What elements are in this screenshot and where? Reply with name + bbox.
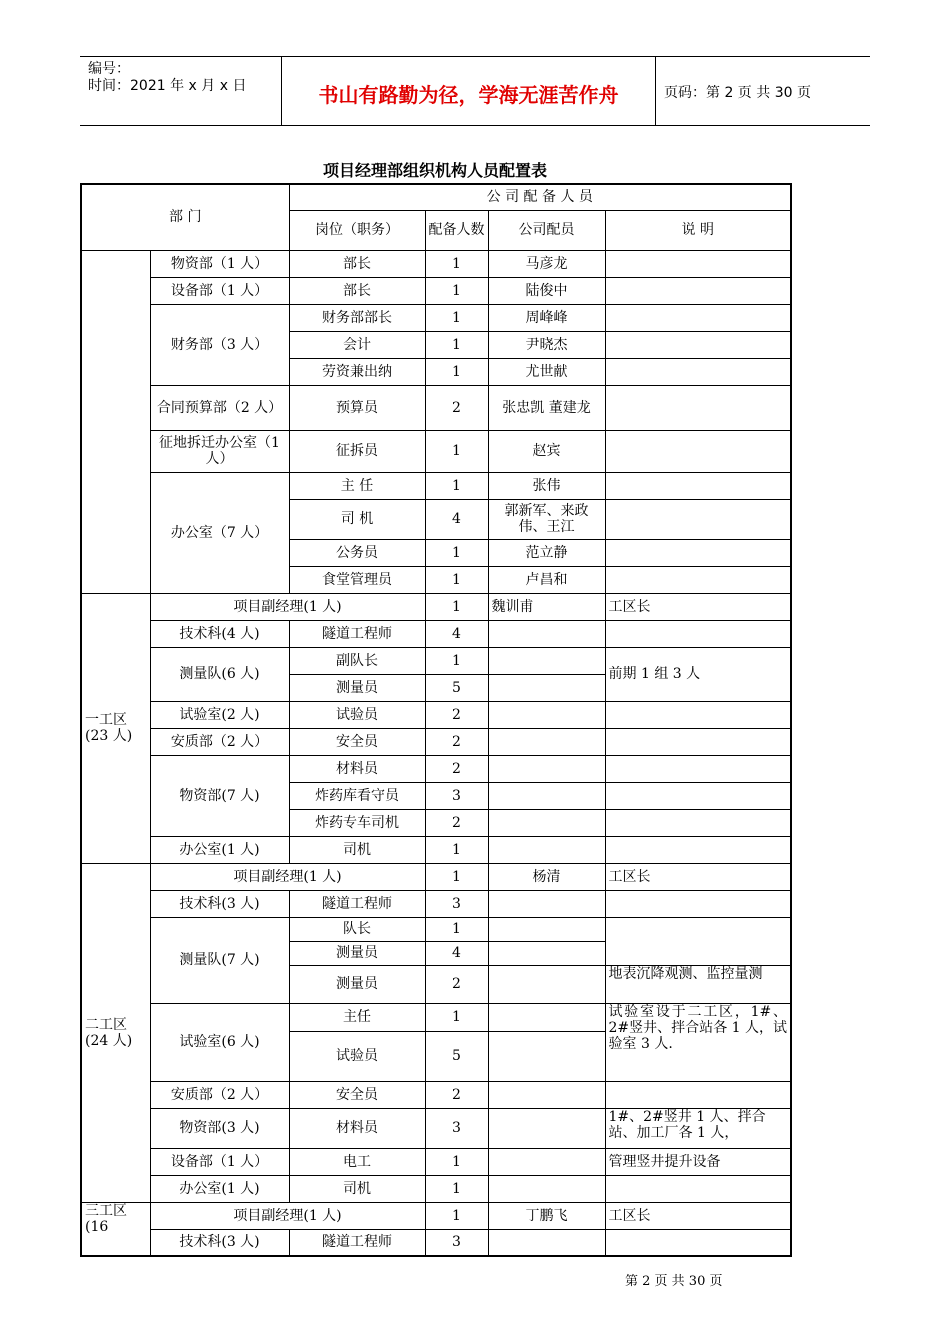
- cell: 尤世献: [488, 358, 605, 385]
- cell: 1: [425, 566, 488, 593]
- cell: 试验室(6 人): [150, 1003, 289, 1081]
- cell: [488, 890, 605, 917]
- table-row: [81, 385, 791, 430]
- cell: 会计: [289, 331, 425, 358]
- cell: 测量员: [289, 674, 425, 701]
- cell: [605, 430, 791, 472]
- table-row: [81, 1003, 791, 1031]
- page-footer: 第 2 页 共 30 页: [625, 1274, 723, 1289]
- table-row: [81, 1108, 791, 1148]
- cell: 4: [425, 499, 488, 539]
- cell: [488, 782, 605, 809]
- cell: 主任: [289, 1003, 425, 1031]
- cell: [605, 1229, 791, 1256]
- cell: 4: [425, 941, 488, 965]
- cell: 1: [425, 917, 488, 941]
- cell: 3: [425, 890, 488, 917]
- cell: 2: [425, 965, 488, 1003]
- cell: [605, 250, 791, 277]
- cell: 技术科(3 人): [150, 890, 289, 917]
- cell: 郭新军、来政伟、王江: [488, 499, 605, 539]
- table-row: [81, 728, 791, 755]
- cell: 技术科(4 人): [150, 620, 289, 647]
- hq-dept-cell: [81, 250, 150, 593]
- table-row: [81, 863, 791, 890]
- cell: 1: [425, 304, 488, 331]
- cell: [488, 620, 605, 647]
- cell: [488, 809, 605, 836]
- page-title: 项目经理部组织机构人员配置表: [322, 161, 547, 180]
- cell: 部长: [289, 250, 425, 277]
- cell: 队长: [289, 917, 425, 941]
- cell: 财务部部长: [289, 304, 425, 331]
- cell: [605, 472, 791, 499]
- cell: 测量员: [289, 965, 425, 1003]
- table-row: [81, 1202, 791, 1229]
- cell: 公务员: [289, 539, 425, 566]
- cell: [488, 965, 605, 1003]
- table-row: [81, 755, 791, 782]
- zone3-name: 三工区 (16: [81, 1202, 150, 1256]
- table-row: [81, 472, 791, 499]
- cell: 隧道工程师: [289, 890, 425, 917]
- cell: [488, 701, 605, 728]
- cell: 2: [425, 809, 488, 836]
- cell: 2: [425, 701, 488, 728]
- cell: [488, 941, 605, 965]
- header-meta: [88, 61, 246, 95]
- cell: [605, 566, 791, 593]
- cell: 3: [425, 1108, 488, 1148]
- cell: 项目副经理(1 人): [150, 863, 425, 890]
- page-header: [80, 56, 870, 126]
- table-row: [81, 701, 791, 728]
- cell: 1: [425, 647, 488, 674]
- header-company-staff: 公 司 配 备 人 员: [289, 184, 791, 210]
- cell: [605, 1175, 791, 1202]
- table-row: [81, 890, 791, 917]
- cell: 1: [425, 1003, 488, 1031]
- cell: 2: [425, 385, 488, 430]
- cell: 赵宾: [488, 430, 605, 472]
- cell: 司 机: [289, 499, 425, 539]
- cell: 3: [425, 1229, 488, 1256]
- cell: 范立静: [488, 539, 605, 566]
- header-post: 岗位（职务）: [289, 210, 425, 250]
- cell: 设备部（1 人）: [150, 1148, 289, 1175]
- table-row: [81, 250, 791, 277]
- cell: [605, 304, 791, 331]
- cell: 试验室(2 人): [150, 701, 289, 728]
- cell: [605, 331, 791, 358]
- cell: [488, 1003, 605, 1031]
- table-row: [81, 836, 791, 863]
- cell: 安全员: [289, 1081, 425, 1108]
- cell: 隧道工程师: [289, 620, 425, 647]
- cell: 2: [425, 1081, 488, 1108]
- cell: 炸药库看守员: [289, 782, 425, 809]
- cell: 张忠凯 董建龙: [488, 385, 605, 430]
- cell: 征拆员: [289, 430, 425, 472]
- cell: 测量队(7 人): [150, 917, 289, 1003]
- cell: 物资部（1 人）: [150, 250, 289, 277]
- cell: 1: [425, 1148, 488, 1175]
- cell: [605, 782, 791, 809]
- cell: [605, 277, 791, 304]
- cell: 杨清: [488, 863, 605, 890]
- cell: 张伟: [488, 472, 605, 499]
- table-header-row: [81, 184, 791, 210]
- cell: 测量队(6 人): [150, 647, 289, 701]
- cell: [605, 539, 791, 566]
- cell: 马彦龙: [488, 250, 605, 277]
- cell: [605, 701, 791, 728]
- cell: 1: [425, 331, 488, 358]
- cell: 设备部（1 人）: [150, 277, 289, 304]
- cell: 前期 1 组 3 人: [605, 647, 791, 701]
- cell: [605, 499, 791, 539]
- zone1-name: 一工区 (23 人): [81, 593, 150, 863]
- cell: 财务部（3 人）: [150, 304, 289, 385]
- header-motto: 书山有路勤为径，学海无涯苦作舟: [318, 83, 619, 107]
- table-row: [81, 1081, 791, 1108]
- cell: 食堂管理员: [289, 566, 425, 593]
- cell: [605, 809, 791, 836]
- cell: 2: [425, 728, 488, 755]
- cell: [605, 890, 791, 917]
- header-note: 说 明: [605, 210, 791, 250]
- cell: [605, 917, 791, 965]
- cell: 技术科(3 人): [150, 1229, 289, 1256]
- header-page-info: 页码：第 2 页 共 30 页: [664, 85, 811, 101]
- cell: [605, 836, 791, 863]
- cell: 电工: [289, 1148, 425, 1175]
- staffing-table: [80, 183, 792, 1257]
- cell: [605, 358, 791, 385]
- table-row: [81, 1175, 791, 1202]
- table-row: [81, 277, 791, 304]
- cell: 3: [425, 782, 488, 809]
- cell: 项目副经理(1 人): [150, 593, 425, 620]
- cell: 测量员: [289, 941, 425, 965]
- cell: 卢昌和: [488, 566, 605, 593]
- cell: 5: [425, 674, 488, 701]
- table-row: [81, 917, 791, 941]
- cell: 主 任: [289, 472, 425, 499]
- cell: 办公室(1 人): [150, 1175, 289, 1202]
- cell: 试验员: [289, 701, 425, 728]
- cell: [488, 755, 605, 782]
- cell: 工区长: [605, 863, 791, 890]
- table-row: [81, 593, 791, 620]
- cell: [488, 1031, 605, 1081]
- table-row: [81, 1229, 791, 1256]
- cell: 1#、2#竖井 1 人、拌合站、加工厂各 1 人，: [605, 1108, 791, 1148]
- cell: [488, 1108, 605, 1148]
- cell: 办公室(1 人): [150, 836, 289, 863]
- cell: 办公室（7 人）: [150, 472, 289, 593]
- cell: [605, 728, 791, 755]
- document-number-label: 编号：: [88, 61, 130, 77]
- cell: 陆俊中: [488, 277, 605, 304]
- cell: 2: [425, 755, 488, 782]
- cell: [488, 917, 605, 941]
- cell: 周峰峰: [488, 304, 605, 331]
- cell: [488, 674, 605, 701]
- cell: 5: [425, 1031, 488, 1081]
- document-time-label: 时间：2021 年 x 月 x 日: [88, 78, 247, 94]
- cell: 材料员: [289, 755, 425, 782]
- cell: 1: [425, 539, 488, 566]
- cell: 丁鹏飞: [488, 1202, 605, 1229]
- cell: [605, 1081, 791, 1108]
- cell: 项目副经理(1 人): [150, 1202, 425, 1229]
- cell: 1: [425, 358, 488, 385]
- cell: [488, 1081, 605, 1108]
- cell: [488, 728, 605, 755]
- cell: 1: [425, 863, 488, 890]
- cell: 1: [425, 250, 488, 277]
- cell: 1: [425, 430, 488, 472]
- cell: 合同预算部（2 人）: [150, 385, 289, 430]
- header-dept: 部 门: [81, 184, 289, 250]
- cell: 预算员: [289, 385, 425, 430]
- cell: 工区长: [605, 1202, 791, 1229]
- cell: 安质部（2 人）: [150, 1081, 289, 1108]
- table-row: [81, 1148, 791, 1175]
- cell: 4: [425, 620, 488, 647]
- header-count: 配备人数: [425, 210, 488, 250]
- cell: 管理竖井提升设备: [605, 1148, 791, 1175]
- cell: 试验室设于二工区，1#、2#竖井、拌合站各 1 人，试验室 3 人.: [605, 1003, 791, 1081]
- table-row: [81, 647, 791, 674]
- cell: 1: [425, 1175, 488, 1202]
- cell: 征地拆迁办公室（1 人）: [150, 430, 289, 472]
- cell: 物资部(7 人): [150, 755, 289, 836]
- cell: 魏训甫: [488, 593, 605, 620]
- zone2-name: 二工区 (24 人): [81, 863, 150, 1202]
- cell: 材料员: [289, 1108, 425, 1148]
- cell: [488, 1148, 605, 1175]
- cell: [605, 385, 791, 430]
- cell: [605, 755, 791, 782]
- cell: [488, 1175, 605, 1202]
- cell: 安全员: [289, 728, 425, 755]
- cell: 1: [425, 836, 488, 863]
- cell: 1: [425, 472, 488, 499]
- cell: [488, 836, 605, 863]
- cell: 尹晓杰: [488, 331, 605, 358]
- cell: 副队长: [289, 647, 425, 674]
- cell: 1: [425, 277, 488, 304]
- cell: 司机: [289, 836, 425, 863]
- cell: [605, 620, 791, 647]
- table-row: [81, 430, 791, 472]
- cell: 物资部(3 人): [150, 1108, 289, 1148]
- cell: 隧道工程师: [289, 1229, 425, 1256]
- cell: 地表沉降观测、监控量测: [605, 965, 791, 1003]
- cell: 1: [425, 593, 488, 620]
- table-row: [81, 304, 791, 331]
- cell: 劳资兼出纳: [289, 358, 425, 385]
- cell: 安质部（2 人）: [150, 728, 289, 755]
- table-row: [81, 620, 791, 647]
- cell: [488, 1229, 605, 1256]
- cell: 试验员: [289, 1031, 425, 1081]
- cell: 工区长: [605, 593, 791, 620]
- cell: [488, 647, 605, 674]
- cell: 部长: [289, 277, 425, 304]
- header-staff: 公司配员: [488, 210, 605, 250]
- cell: 1: [425, 1202, 488, 1229]
- cell: 司机: [289, 1175, 425, 1202]
- cell: 炸药专车司机: [289, 809, 425, 836]
